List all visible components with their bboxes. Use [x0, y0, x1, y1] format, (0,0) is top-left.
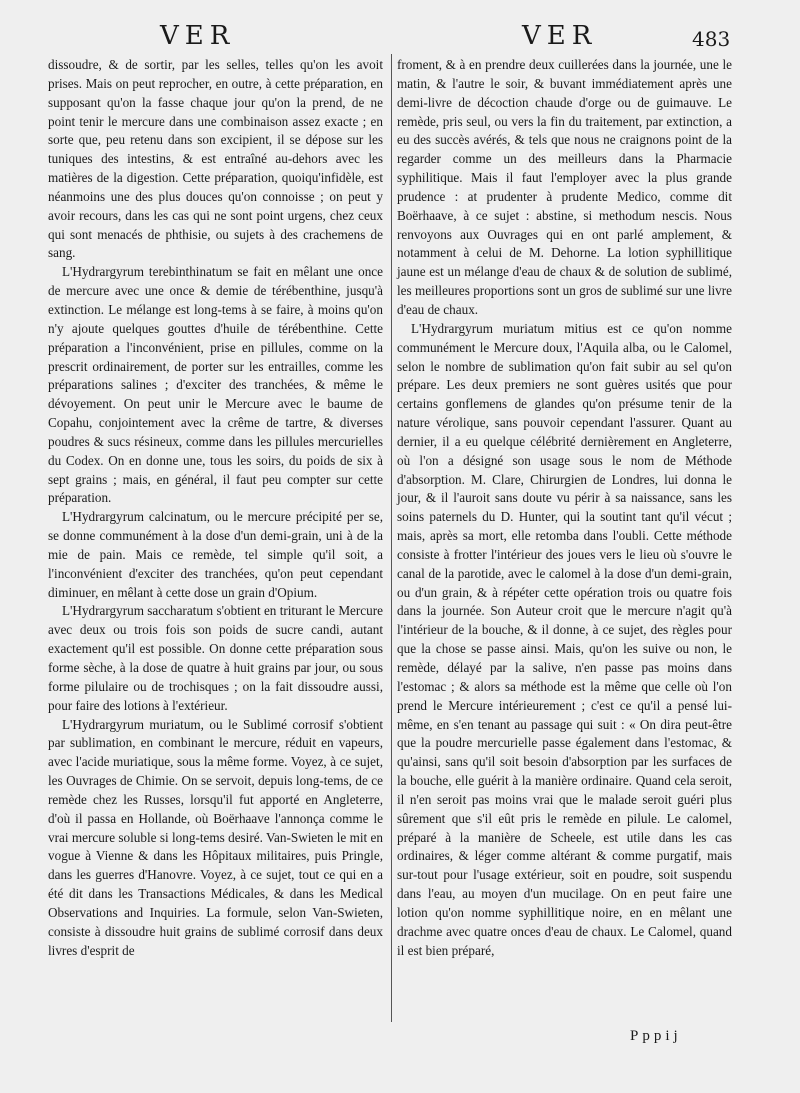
paragraph: froment, & à en prendre deux cuillerées dans la journée, une le matin, & l'autre le soir, & buvant immédiatement après une demi-livre de décoction chaude d'orge ou de guimauve. Le remède, pris seul, ou vers la fin du traitement, par extinction, a eu des succès avérés, & tels que nous ne craignons point de la regarder comme un des meilleurs dans la Pharmacie syphilitique. Mais il faut l'employer avec la plus grande prudence : at prudenter à prudente Medico, comme dit Boërhaave, à ce sujet : abstine, si methodum nescis. Nous renvoyons aux Ouvrages qui en ont parlé amplement, & notamment à celui de M. Dehorne. La lotion syphillitique jaune est un mélange d'eau de chaux & de solution de sublimé, les meilleures proportions sont un gros de sublimé sur une livre d'eau de chaux.	[397, 57, 732, 317]
running-head-left: VER	[160, 21, 236, 51]
paragraph: L'Hydrargyrum muriatum, ou le Sublimé corrosif s'obtient par sublimation, en combinant le mercure, réduit en vapeurs, avec l'acide muriatique, sous la même forme. Voyez, à ce sujet, les Ouvrages de Chimie. On se servoit, depuis long-tems, de ce remède chez les Russes, lorsqu'il fut apporté en Angleterre, d'où il passa en Hollande, où Boërhaave l'annonça comme le vrai mercure soluble si long-tems desiré. Van-Swieten le mit en vogue à Vienne & dans les Hôpitaux militaires, puis Pringle, dans les guerres d'Hanovre. Voyez, à ce sujet, tout ce qui en a été dit dans les Transactions Médicales, & dans les Medical Observations and Inquiries. La formule, selon Van-Swieten, consiste à dissoudre huit grains de sublimé corrosif dans deux livres d'esprit de	[48, 716, 383, 958]
column-divider	[391, 54, 392, 1022]
left-column	[48, 56, 383, 961]
page-number: 483	[692, 27, 731, 51]
paragraph: L'Hydrargyrum saccharatum s'obtient en triturant le Mercure avec deux ou trois fois son poids de sucre candi, autant exactement qu'il est possible. On donne cette préparation sous forme sèche, à la dose de quatre à huit grains par jour, ou sous forme pilulaire ou de trochisques ; on la fait dissoudre aussi, pour faire des lotions à l'extérieur.	[48, 603, 383, 713]
paragraph: L'Hydrargyrum terebinthinatum se fait en mêlant une once de mercure avec une once & demie de térébenthine, jusqu'à extinction. Le mélange est long-tems à se faire, à moins qu'on n'y ajoute quelques gouttes d'huile de térébenthine. Cette préparation a l'inconvénient, prise en pillules, comme on la prescrit ordinairement, de porter sur les entrailles, comme les préparations salines ; d'exciter des tranchées, & même le dévoyement. On peut unir le Mercure avec le baume de Copahu, conjointement avec la crême de tartre, & diverses poudres & sucs résineux, comme dans les pillules mercurielles du Codex. On en donne une, tous les soirs, du poids de six à sept grains ; mais, en général, il faut peu compter sur cette préparation.	[48, 264, 383, 506]
signature-mark: Pppij	[630, 1028, 682, 1044]
running-head-right: VER	[522, 21, 598, 51]
right-column	[397, 56, 732, 961]
paragraph: L'Hydrargyrum muriatum mitius est ce qu'on nomme communément le Mercure doux, l'Aquila alba, ou le Calomel, selon le nombre de sublimation qu'on fait subir au sel qu'on prépare. Les deux premiers ne sont guères usités que pour certains gonflemens de glandes qu'on présume tenir de la nature vérolique, sans pouvoir cependant l'assurer. Quant au dernier, il a eu quelque célébrité dernièrement en Angleterre, où l'on a désigné son usage sous le nom de Méthode d'absorption. M. Clare, Chirurgien de Londres, lui donna le jour, & il l'auroit sans doute vu périr à sa naissance, sans les soins paternels du D. Hunter, qui la soutint tant qu'il vécut ; mais, après sa mort, elle retomba dans l'oubli. Cette méthode consiste à frotter l'intérieur des joues vers le lieu où s'ouvre le canal de la parotide, avec le calomel à la dose d'un demi-grain, ou d'un grain, & à répéter cette opération trois ou quatre fois dans la journée. Son Auteur croit que le mercure n'agit qu'à l'intérieur de la bouche, & il donne, à ce sujet, des règles pour que la chose se passe ainsi. Mais, qu'on les suive ou non, le remède, délayé par la salive, n'en passe pas moins dans l'estomac ; & alors sa méthode est la même que celle où l'on prend le Mercure intérieurement ; c'est ce qu'il a pensé lui-même, en s'en tenant au passage qui suit : « On dira peut-être que la poudre mercurielle passe également dans l'estomac, & qu'ainsi, sans qu'il soit besoin d'absorption par les surfaces de la bouche, elle guérit à la manière ordinaire. Quand cela seroit, il n'en seroit pas moins vrai que le malade seroit guéri plus sûrement que s'il eût pris le remède en pilule. Le calomel, préparé à la manière de Scheele, est utile dans les cas ordinaires, & léger comme altérant & comme purgatif, mais sur-tout pour l'usage extérieur, soit en poudre, soit suspendu dans l'eau, au moyen d'un mucilage. On en peut faire une lotion qu'on nomme syphillitique noire, en en mêlant une drachme avec quatre onces d'eau de chaux. Le Calomel, quand il est bien préparé,	[397, 320, 732, 958]
paragraph: dissoudre, & de sortir, par les selles, telles qu'on les avoit prises. Mais on peut reprocher, en outre, à cette préparation, en supposant qu'on la fasse chaque jour qu'on la prend, de ne point tenir le mercure dans une combinaison assez exacte ; en sorte que, peu retenu dans son excipient, il se dépose sur les tuniques des intestins, & est entraîné au-dehors avec les matières de la digestion. Cette préparation, quoiqu'infidèle, est néanmoins une des plus douces qu'on connoisse ; on peut y avoir recours, dans les cas qui ne sont point urgens, chez ceux qui sont menacés de phthisie, ou sujets à des crachemens de sang.	[48, 57, 383, 261]
paragraph: L'Hydrargyrum calcinatum, ou le mercure précipité per se, se donne communément à la dose d'un demi-grain, uni à de la mie de pain. Mais ce remède, tel simple qu'il soit, a l'inconvénient d'exciter des tranchées, qu'on peut cependant diminuer, en mêlant à cette dose un grain d'Opium.	[48, 509, 383, 600]
